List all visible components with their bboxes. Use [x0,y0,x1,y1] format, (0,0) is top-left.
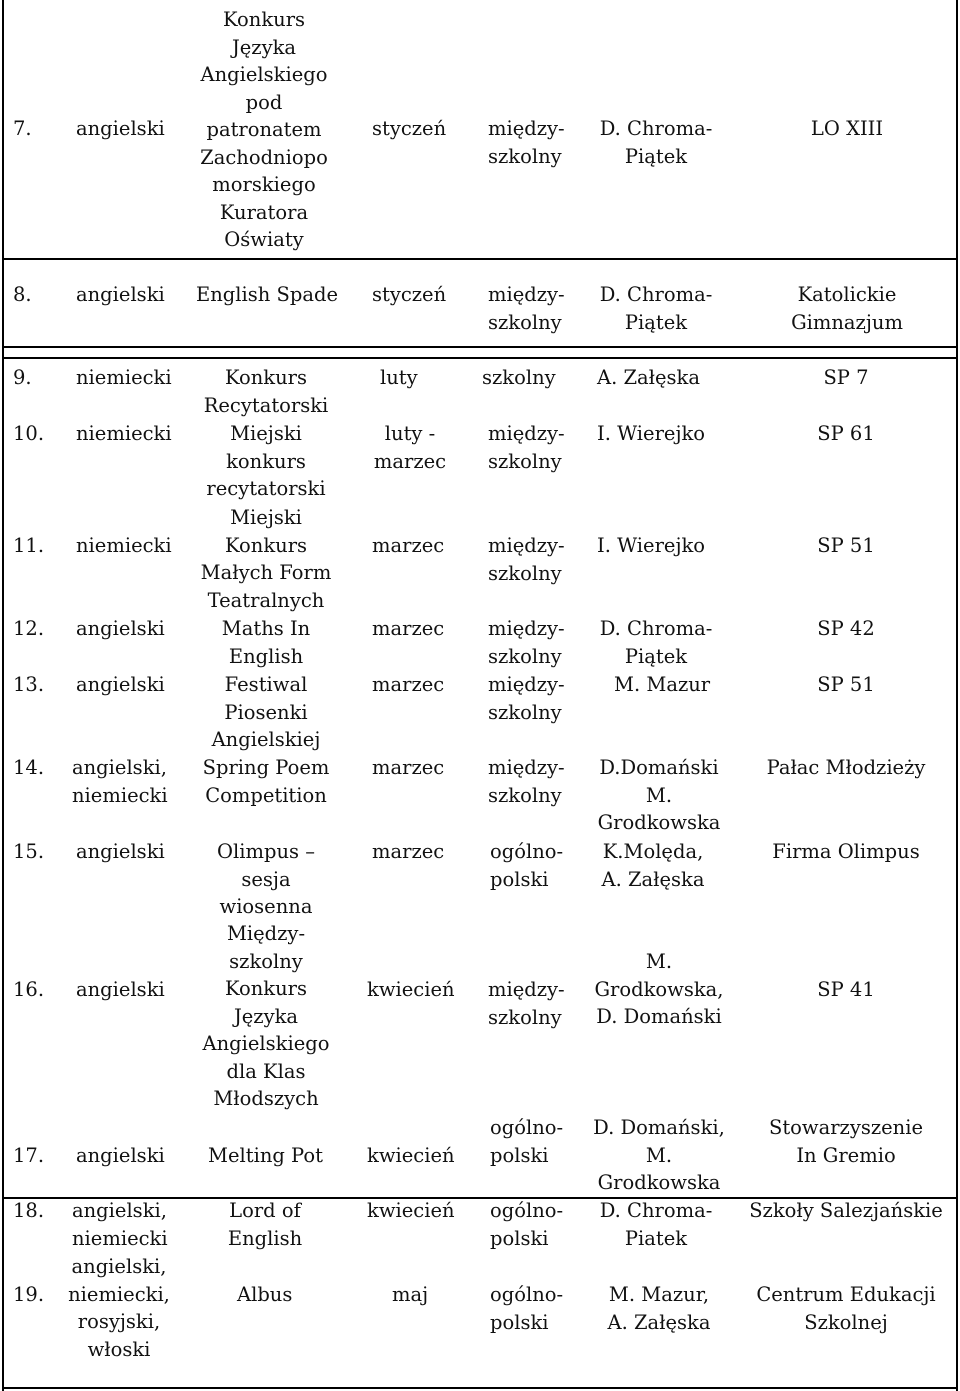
row-16-language: angielski [76,978,165,1001]
row-11-date: marzec [372,534,445,557]
row-12-venue: SP 42 [817,617,875,640]
row-16-name: Między- szkolny Konkurs Języka Angielskiego dla Klas Młodszych [202,922,330,1110]
row-9-name: Konkurs Recytatorski [203,366,329,417]
row-9-language: niemiecki [76,366,172,389]
row-12-number: 12. [13,617,45,640]
row-divider [2,357,958,359]
row-18-venue: Szkoły Salezjańskie [749,1199,943,1222]
row-12-name: Maths In English [221,617,311,668]
row-9-level: szkolny [482,366,556,389]
row-19-level: ogólno- polski [490,1283,564,1334]
row-8-name: English Spade [196,283,339,306]
row-7-name: Konkurs Języka Angielskiego pod patronatem Zachodniopo morskiego Kuratora Oświaty [200,8,328,251]
row-15-language: angielski [76,840,165,863]
row-19-language: angielski, niemiecki, rosyjski, włoski [68,1255,170,1361]
table-border-bottom [2,1387,958,1389]
row-17-name: Melting Pot [208,1144,323,1167]
row-17-organizer: D. Domański, M. Grodkowska [593,1116,725,1194]
row-12-language: angielski [76,617,165,640]
row-7-organizer: D. Chroma- Piątek [599,117,713,168]
row-9-number: 9. [13,366,32,389]
row-14-number: 14. [13,756,45,779]
row-8-language: angielski [76,283,165,306]
row-8-date: styczeń [372,283,447,306]
row-9-venue: SP 7 [823,366,869,389]
row-9-date: luty [380,366,418,389]
row-19-name: Albus [237,1283,293,1306]
row-14-organizer: D.Domański M. Grodkowska [597,756,721,834]
row-13-language: angielski [76,673,165,696]
row-16-organizer: M. Grodkowska, D. Domański [594,950,724,1028]
row-8-number: 8. [13,283,32,306]
row-19-date: maj [392,1283,429,1306]
row-11-number: 11. [13,534,45,557]
row-10-level: między- szkolny [488,422,565,473]
row-17-language: angielski [76,1144,165,1167]
row-17-date: kwiecień [367,1144,455,1167]
row-19-venue: Centrum Edukacji Szkolnej [756,1283,936,1334]
row-18-date: kwiecień [367,1199,455,1222]
row-10-language: niemiecki [76,422,172,445]
row-12-organizer: D. Chroma- Piątek [599,617,713,668]
row-13-venue: SP 51 [817,673,875,696]
row-14-name: Spring Poem Competition [202,756,330,807]
row-14-date: marzec [372,756,445,779]
row-15-level: ogólno- polski [490,840,564,891]
row-17-number: 17. [13,1144,45,1167]
row-12-level: między- szkolny [488,617,565,668]
row-15-organizer: K.Molęda, A. Załęska [601,840,705,891]
row-divider [2,346,958,348]
row-11-level: między- szkolny [488,534,565,585]
row-16-level: między- szkolny [488,978,565,1029]
table-border-left [2,0,4,1391]
row-7-number: 7. [13,117,32,140]
row-10-date: luty - marzec [373,422,447,473]
row-13-level: między- szkolny [488,673,565,724]
row-8-organizer: D. Chroma- Piątek [599,283,713,334]
row-16-venue: SP 41 [817,978,875,1001]
row-18-number: 18. [13,1199,45,1222]
row-10-venue: SP 61 [817,422,875,445]
row-13-name: Festiwal Piosenki Angielskiej [211,673,321,751]
row-15-date: marzec [372,840,445,863]
row-11-language: niemiecki [76,534,172,557]
table-border-right [956,0,958,1391]
row-17-venue: Stowarzyszenie In Gremio [768,1116,924,1167]
row-18-organizer: D. Chroma- Piatek [599,1199,713,1250]
row-divider [2,258,958,260]
row-11-name: Miejski Konkurs Małych Form Teatralnych [200,506,332,612]
row-17-level: ogólno- polski [490,1116,564,1167]
row-12-date: marzec [372,617,445,640]
row-14-level: między- szkolny [488,756,565,807]
row-8-level: między- szkolny [488,283,565,334]
row-10-organizer: I. Wierejko [597,422,706,445]
row-13-organizer: M. Mazur [614,673,711,696]
row-7-level: między- szkolny [488,117,565,168]
row-11-organizer: I. Wierejko [597,534,706,557]
row-16-date: kwiecień [367,978,455,1001]
row-15-venue: Firma Olimpus [772,840,920,863]
row-13-number: 13. [13,673,45,696]
row-19-organizer: M. Mazur, A. Załęska [607,1283,711,1334]
row-15-number: 15. [13,840,45,863]
row-7-venue: LO XIII [810,117,884,140]
row-18-level: ogólno- polski [490,1199,564,1250]
row-18-language: angielski, niemiecki [72,1199,168,1250]
row-13-date: marzec [372,673,445,696]
row-14-language: angielski, niemiecki [72,756,168,807]
row-16-number: 16. [13,978,45,1001]
row-7-date: styczeń [372,117,447,140]
row-10-number: 10. [13,422,45,445]
row-7-language: angielski [76,117,165,140]
row-15-name: Olimpus – sesja wiosenna [217,840,315,918]
row-14-venue: Pałac Młodzieży [766,756,926,779]
row-19-number: 19. [13,1283,45,1306]
row-9-organizer: A. Załęska [597,366,700,389]
row-10-name: Miejski konkurs recytatorski [206,422,326,500]
row-8-venue: Katolickie Gimnazjum [791,283,903,334]
row-18-name: Lord of English [227,1199,303,1250]
row-11-venue: SP 51 [817,534,875,557]
